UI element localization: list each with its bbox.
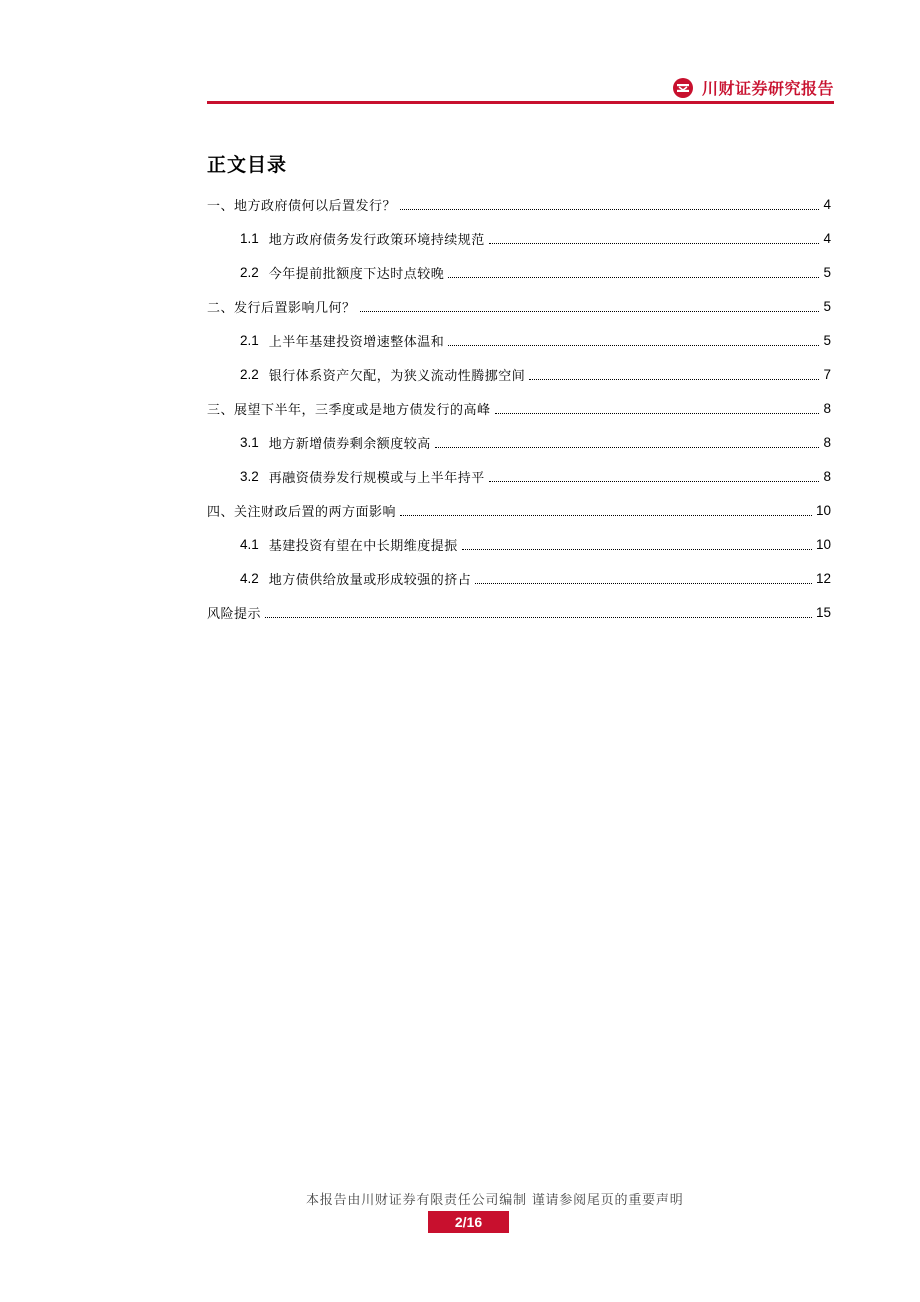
toc-entry[interactable] bbox=[207, 221, 831, 255]
toc-entry[interactable] bbox=[207, 425, 831, 459]
toc-dot-leader bbox=[462, 549, 812, 550]
toc-entry[interactable] bbox=[207, 391, 831, 425]
chuancai-logo-icon bbox=[672, 77, 694, 99]
toc-entry[interactable] bbox=[207, 459, 831, 493]
toc-entry-title: 二、发行后置影响几何？ bbox=[207, 300, 356, 316]
toc-entry-number: 2.2 bbox=[240, 264, 259, 280]
toc-entry[interactable] bbox=[207, 357, 831, 391]
toc-entry-page: 10 bbox=[815, 502, 831, 518]
toc-dot-leader bbox=[495, 413, 820, 414]
toc-entry[interactable] bbox=[207, 561, 831, 595]
toc-dot-leader bbox=[435, 447, 820, 448]
toc-entry-title: 地方政府债务发行政策环境持续规范 bbox=[268, 232, 485, 248]
toc-entry-page: 4 bbox=[823, 196, 831, 212]
toc-entry-title: 基建投资有望在中长期维度提振 bbox=[268, 538, 458, 554]
toc-entry-number: 3.1 bbox=[240, 434, 259, 450]
toc-entry-title: 银行体系资产欠配，为狭义流动性腾挪空间 bbox=[268, 368, 526, 384]
brand-name: 川财证券研究报告 bbox=[701, 79, 834, 98]
toc-entry-page: 5 bbox=[823, 264, 831, 280]
toc-dot-leader bbox=[400, 209, 819, 210]
toc-entry-number: 2.1 bbox=[240, 332, 259, 348]
toc-entry-title: 地方债供给放量或形成较强的挤占 bbox=[268, 572, 472, 588]
toc-entry-title: 今年提前批额度下达时点较晚 bbox=[268, 266, 445, 282]
toc-entry-page: 8 bbox=[823, 400, 831, 416]
toc-entry-page: 15 bbox=[815, 604, 831, 620]
toc-entry[interactable] bbox=[207, 595, 831, 629]
toc-dot-leader bbox=[448, 345, 819, 346]
toc-entry[interactable] bbox=[207, 289, 831, 323]
page-header bbox=[207, 76, 834, 102]
toc-entry-number: 2.2 bbox=[240, 366, 259, 382]
toc-entry-page: 8 bbox=[823, 468, 831, 484]
toc-entry-number: 3.2 bbox=[240, 468, 259, 484]
toc-entry-page: 12 bbox=[815, 570, 831, 586]
toc-entry-title: 一、地方政府债何以后置发行？ bbox=[207, 198, 397, 214]
page-number-badge: 2/16 bbox=[428, 1211, 509, 1233]
table-of-contents bbox=[207, 187, 831, 629]
toc-dot-leader bbox=[475, 583, 812, 584]
toc-entry-title: 三、展望下半年，三季度或是地方债发行的高峰 bbox=[207, 402, 491, 418]
toc-dot-leader bbox=[400, 515, 812, 516]
toc-entry-page: 5 bbox=[823, 332, 831, 348]
toc-entry-page: 7 bbox=[823, 366, 831, 382]
toc-entry-title: 风险提示 bbox=[207, 606, 262, 622]
toc-entry-number: 1.1 bbox=[240, 230, 259, 246]
toc-entry-title: 四、关注财政后置的两方面影响 bbox=[207, 504, 397, 520]
toc-entry-number: 4.1 bbox=[240, 536, 259, 552]
toc-entry-page: 8 bbox=[823, 434, 831, 450]
toc-entry-title: 地方新增债券剩余额度较高 bbox=[268, 436, 431, 452]
toc-entry[interactable] bbox=[207, 527, 831, 561]
toc-dot-leader bbox=[489, 481, 820, 482]
toc-entry-title: 再融资债券发行规模或与上半年持平 bbox=[268, 470, 485, 486]
toc-entry[interactable] bbox=[207, 187, 831, 221]
toc-entry-page: 5 bbox=[823, 298, 831, 314]
toc-dot-leader bbox=[360, 311, 820, 312]
toc-entry[interactable] bbox=[207, 493, 831, 527]
toc-entry-page: 10 bbox=[815, 536, 831, 552]
toc-entry-number: 4.2 bbox=[240, 570, 259, 586]
toc-entry[interactable] bbox=[207, 255, 831, 289]
toc-dot-leader bbox=[529, 379, 819, 380]
toc-dot-leader bbox=[489, 243, 820, 244]
brand bbox=[672, 76, 834, 99]
toc-entry[interactable] bbox=[207, 323, 831, 357]
toc-dot-leader bbox=[448, 277, 819, 278]
header-divider bbox=[207, 101, 834, 104]
footer-disclaimer: 本报告由川财证券有限责任公司编制 谨请参阅尾页的重要声明 bbox=[306, 1193, 684, 1208]
toc-entry-title: 上半年基建投资增速整体温和 bbox=[268, 334, 445, 350]
toc-entry-page: 4 bbox=[823, 230, 831, 246]
toc-title: 正文目录 bbox=[207, 154, 288, 176]
toc-dot-leader bbox=[265, 617, 812, 618]
